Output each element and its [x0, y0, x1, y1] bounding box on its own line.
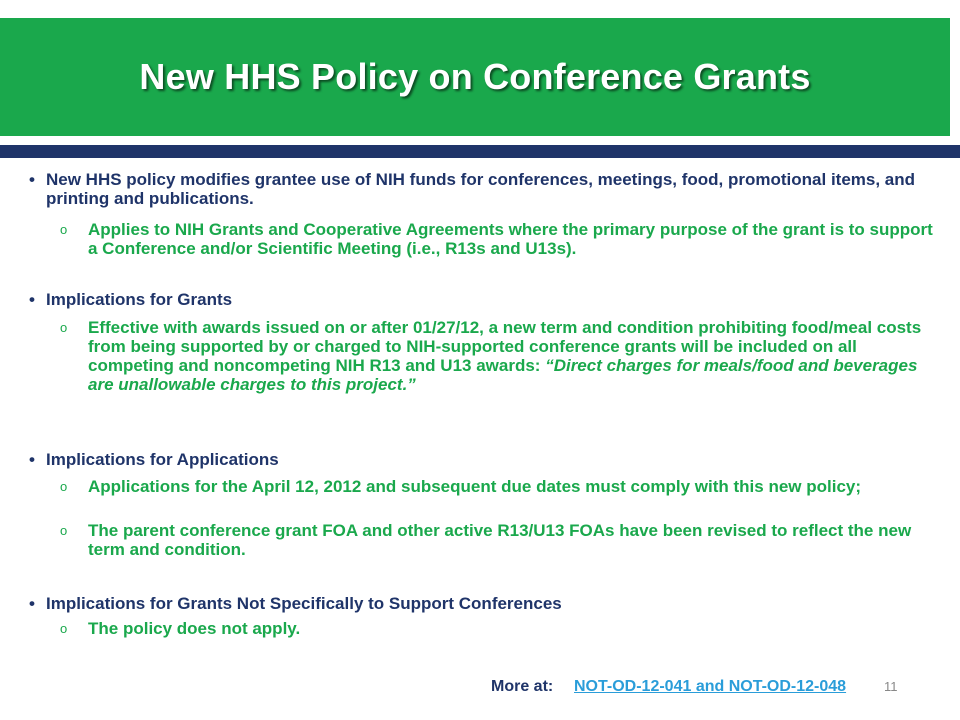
- sub-item: Applications for the April 12, 2012 and subsequent due dates must comply with this new policy;: [88, 477, 862, 496]
- header-divider-stripe: [0, 145, 960, 158]
- bullet-icon: •: [29, 290, 35, 309]
- sub-item: The parent conference grant FOA and other active R13/U13 FOAs have been revised to reflect the new term and condition.: [88, 521, 912, 559]
- more-at-label: More at:: [491, 678, 554, 695]
- title-bar: [0, 18, 950, 136]
- sub-bullet-icon: o: [60, 479, 68, 494]
- sub-item-quote: “Direct charges for meals/food and beverages are unallowable charges to this project.”: [88, 356, 918, 394]
- sub-bullet-icon: o: [60, 222, 68, 237]
- bullet-icon: •: [29, 594, 35, 613]
- sub-item: Applies to NIH Grants and Cooperative Agreements where the primary purpose of the grant is to support a Conference and/or Scientific Meeting (i.e., R13s and U13s).: [88, 220, 933, 258]
- slide-number: 11: [884, 679, 898, 694]
- sub-item: The policy does not apply.: [88, 619, 301, 638]
- sub-bullet-icon: o: [60, 621, 68, 636]
- sub-bullet-icon: o: [60, 320, 68, 335]
- bullet-icon: •: [29, 170, 35, 189]
- section-heading: Implications for Grants: [46, 290, 233, 309]
- sub-bullet-icon: o: [60, 523, 68, 538]
- sub-item: [88, 318, 946, 394]
- slide-title: New HHS Policy on Conference Grants: [139, 56, 811, 97]
- section-heading: Implications for Grants Not Specifically to Support Conferences: [46, 594, 562, 613]
- section-heading: Implications for Applications: [46, 450, 279, 469]
- notice-link[interactable]: NOT-OD-12-041 and NOT-OD-12-048: [574, 678, 847, 695]
- sub-item-text: Effective with awards issued on or after 01/27/12, a new term and condition prohibiting food/meal costs from being supported by or charged to NIH-supported conference grants will be included on all competing and noncompeting NIH R13 and U13 awards:: [88, 318, 922, 375]
- bullet-icon: •: [29, 450, 35, 469]
- section-heading: New HHS policy modifies grantee use of NIH funds for conferences, meetings, food, promotional items, and printing and publications.: [46, 170, 916, 208]
